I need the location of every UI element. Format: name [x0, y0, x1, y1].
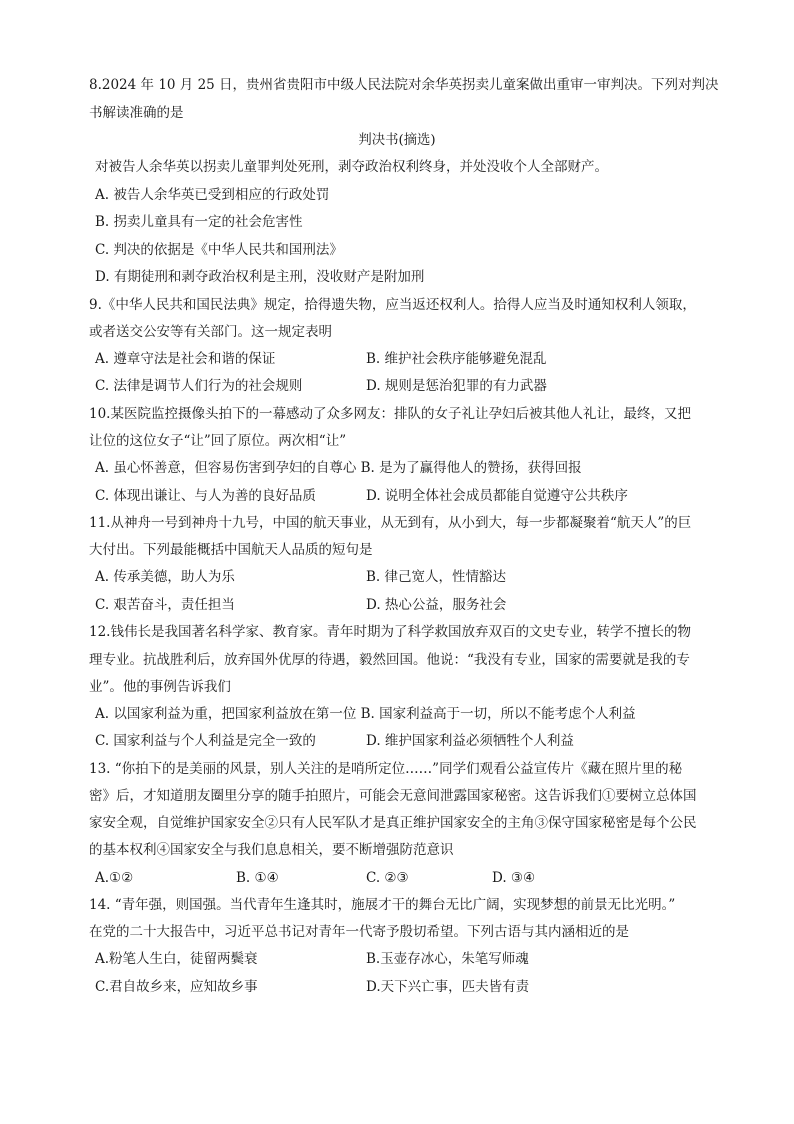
q14-option-a: A.粉笔人生白，徒留两鬓衰	[95, 951, 258, 967]
q9-option-c: C. 法律是调节人们行为的社会规则	[95, 378, 303, 394]
q11-stem-line-2: 大付出。下列最能概括中国航天人品质的短句是	[89, 542, 373, 558]
q8-option-a: A. 被告人余华英已受到相应的行政处罚	[95, 187, 330, 203]
q10-option-c: C. 体现出谦让、与人为善的良好品质	[95, 488, 316, 504]
q8-option-c: C. 判决的依据是《中华人民共和国刑法》	[95, 242, 343, 258]
q10-stem-line-2: 让位的这位女子“让”回了原位。两次相“让”	[89, 433, 347, 449]
q8-stem-line-1: 8.2024 年 10 月 25 日，贵州省贵阳市中级人民法院对余华英拐卖儿童案做出重审一审判决。下列对判决	[89, 77, 719, 93]
q13-option-c: C. ②③	[366, 870, 409, 886]
q8-document-title: 判决书(摘选)	[358, 133, 436, 148]
q11-stem-line-1: 11.从神舟一号到神舟十九号，中国的航天事业，从无到有，从小到大，每一步都凝聚着“航天人”的巨	[89, 515, 692, 531]
q8-document-text: 对被告人余华英以拐卖儿童罪判处死刑，剥夺政治权利终身，并处没收个人全部财产。	[95, 159, 608, 175]
q11-option-a: A. 传承美德，助人为乐	[95, 569, 235, 585]
q13-stem-line-2: 密》后，才知道朋友圈里分享的随手拍照片，可能会无意间泄露国家秘密。这告诉我们①要树立总体国	[89, 788, 697, 804]
q14-stem-line-1: 14. “青年强，则国强。当代青年生逢其时，施展才干的舞台无比广阔，实现梦想的前景无比光明。”	[89, 897, 676, 913]
q8-stem-line-2: 书解读准确的是	[89, 105, 184, 121]
q11-option-d: D. 热心公益，服务社会	[366, 597, 507, 613]
q10-option-d: D. 说明全体社会成员都能自觉遵守公共秩序	[366, 488, 628, 504]
q13-option-d: D. ③④	[492, 870, 536, 886]
q10-option-a-b: A. 虽心怀善意，但容易伤害到孕妇的自尊心 B. 是为了赢得他人的赞扬，获得回报	[95, 460, 582, 476]
q14-option-b: B.玉壶存冰心，朱笔写师魂	[366, 951, 529, 967]
q13-option-b: B. ①④	[236, 870, 279, 886]
q12-stem-line-3: 业”。他的事例告诉我们	[89, 679, 231, 695]
q11-option-c: C. 艰苦奋斗，责任担当	[95, 597, 235, 613]
q9-stem-line-2: 或者送交公安等有关部门。这一规定表明	[89, 324, 332, 340]
q9-option-a: A. 遵章守法是社会和谐的保证	[95, 351, 276, 367]
q13-stem-line-4: 的基本权利④国家安全与我们息息相关，要不断增强防范意识	[89, 842, 454, 858]
q12-stem-line-2: 理专业。抗战胜利后，放弃国外优厚的待遇，毅然回国。他说：“我没有专业，国家的需要就是我的专	[89, 652, 690, 668]
q14-option-d: D.天下兴亡事，匹夫皆有责	[366, 979, 530, 995]
q12-option-c: C. 国家利益与个人利益是完全一致的	[95, 733, 316, 749]
q14-option-c: C.君自故乡来，应知故乡事	[95, 979, 258, 995]
q8-option-b: B. 拐卖儿童具有一定的社会危害性	[95, 214, 303, 230]
q13-stem-line-1: 13. “你拍下的是美丽的风景，别人关注的是哨所定位……”同学们观看公益宣传片《藏在照片里的秘	[89, 761, 683, 777]
q13-stem-line-3: 家安全观，自觉维护国家安全②只有人民军队才是真正维护国家安全的主角③保守国家秘密是每个公民	[89, 815, 697, 831]
q12-option-d: D. 维护国家利益必须牺牲个人利益	[366, 733, 574, 749]
q14-stem-line-2: 在党的二十大报告中，习近平总书记对青年一代寄予殷切希望。下列古语与其内涵相近的是	[89, 924, 629, 940]
q13-option-a: A.①②	[95, 870, 134, 886]
q12-option-a-b: A. 以国家利益为重，把国家利益放在第一位 B. 国家利益高于一切，所以不能考虑个人利益	[95, 706, 636, 722]
q11-option-b: B. 律己宽人，性情豁达	[366, 569, 507, 585]
q9-option-b: B. 维护社会秩序能够避免混乱	[366, 351, 547, 367]
q12-stem-line-1: 12.钱伟长是我国著名科学家、教育家。青年时期为了科学救国放弃双百的文史专业，转学不擅长的物	[89, 624, 691, 640]
q8-option-d: D. 有期徒刑和剥夺政治权利是主刑，没收财产是附加刑	[95, 269, 425, 285]
q9-stem-line-1: 9.《中华人民共和国民法典》规定，拾得遗失物，应当返还权利人。拾得人应当及时通知权利人领取，	[89, 297, 696, 313]
q9-option-d: D. 规则是惩治犯罪的有力武器	[366, 378, 547, 394]
q10-stem-line-1: 10.某医院监控摄像头拍下的一幕感动了众多网友：排队的女子礼让孕妇后被其他人礼让，最终，又把	[89, 406, 691, 422]
